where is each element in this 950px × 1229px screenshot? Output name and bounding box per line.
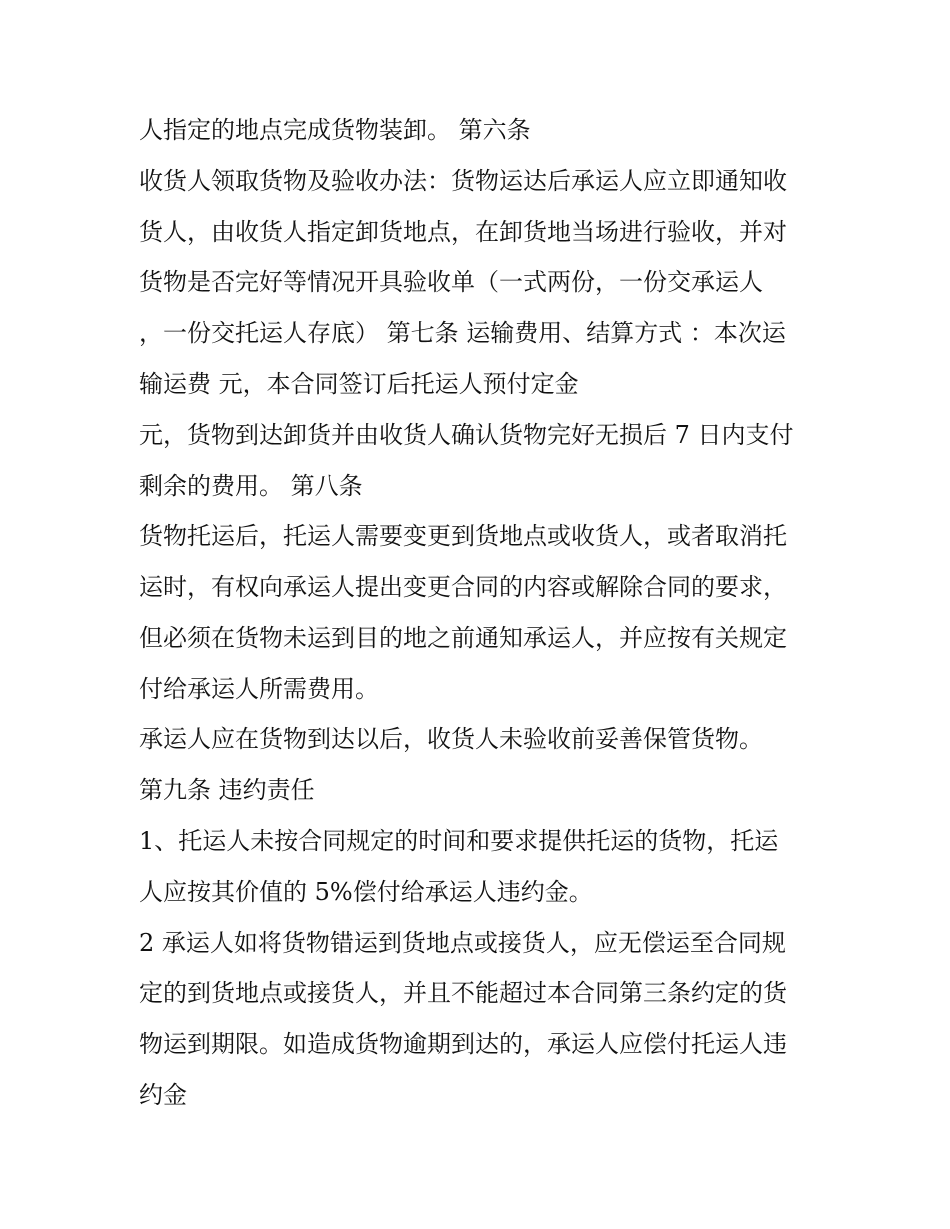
text-line-12: 付给承运人所需费用。 xyxy=(139,675,379,703)
text-line-19: 物运到期限。如造成货物逾期到达的，承运人应偿付托运人违 xyxy=(139,1030,787,1058)
text-line-13: 承运人应在货物到达以后，收货人未验收前妥善保管货物。 xyxy=(139,725,763,753)
text-line-2: 收货人领取货物及验收办法：货物运达后承运人应立即通知收 xyxy=(139,167,787,195)
text-line-20: 约金 xyxy=(139,1081,187,1109)
text-line-1: 人指定的地点完成货物装卸。 第六条 xyxy=(139,116,531,144)
text-line-15: 1、托运人未按合同规定的时间和要求提供托运的货物，托运 xyxy=(139,827,779,855)
text-line-8: 剩余的费用。 第八条 xyxy=(139,472,363,500)
text-line-4: 货物是否完好等情况开具验收单（一式两份，一份交承运人 xyxy=(139,268,763,296)
text-line-9: 货物托运后，托运人需要变更到货地点或收货人，或者取消托 xyxy=(139,522,787,550)
text-line-11: 但必须在货物未运到目的地之前通知承运人，并应按有关规定 xyxy=(139,624,787,652)
text-line-7: 元，货物到达卸货并由收货人确认货物完好无损后 7 日内支付 xyxy=(139,421,794,449)
text-line-14: 第九条 违约责任 xyxy=(139,776,315,804)
text-line-10: 运时，有权向承运人提出变更合同的内容或解除合同的要求， xyxy=(139,573,787,601)
text-line-6: 输运费 元，本合同签订后托运人预付定金 xyxy=(139,370,579,398)
text-line-3: 货人，由收货人指定卸货地点，在卸货地当场进行验收，并对 xyxy=(139,218,787,246)
text-line-5: ，一份交托运人存底） 第七条 运输费用、结算方式 ：本次运 xyxy=(139,319,786,347)
text-line-18: 定的到货地点或接货人，并且不能超过本合同第三条约定的货 xyxy=(139,979,787,1007)
text-line-17: 2 承运人如将货物错运到货地点或接货人，应无偿运至合同规 xyxy=(139,929,786,957)
text-line-16: 人应按其价值的 5%偿付给承运人违约金。 xyxy=(139,878,593,906)
